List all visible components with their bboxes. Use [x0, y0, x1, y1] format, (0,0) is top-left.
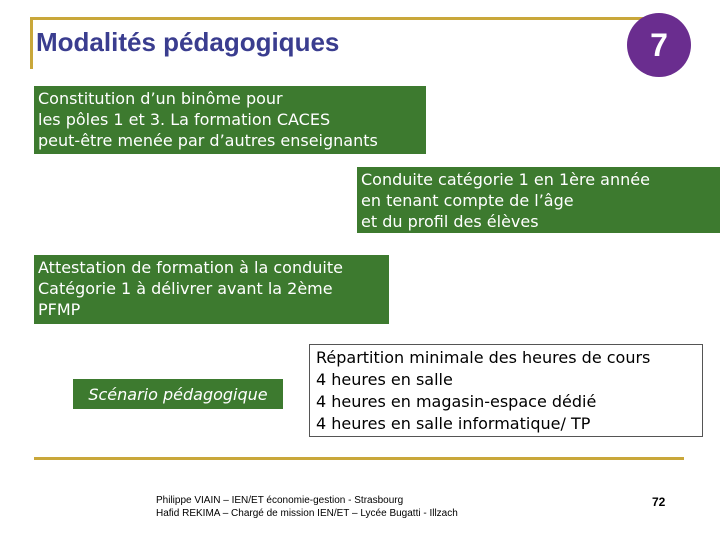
- attestation-line-3: PFMP: [38, 300, 81, 319]
- binome-line-3: peut-être menée par d’autres enseignants: [38, 131, 378, 150]
- repartition-box: [309, 344, 703, 437]
- footer-credit-line-1: Philippe VIAIN – IEN/ET économie-gestion - Strasbourg: [156, 495, 404, 506]
- slide-number-badge: 7: [627, 13, 691, 77]
- attestation-line-2: Catégorie 1 à délivrer avant la 2ème: [38, 279, 333, 298]
- title-frame-top-rule: [30, 17, 645, 20]
- conduite-line-1: Conduite catégorie 1 en 1ère année: [361, 170, 650, 189]
- repartition-line-3: 4 heures en magasin-espace dédié: [316, 392, 597, 411]
- attestation-box: [34, 255, 389, 324]
- title-frame-left-rule: [30, 17, 33, 69]
- footer-credit-line-2: Hafid REKIMA – Chargé de mission IEN/ET – Lycée Bugatti - Illzach: [156, 508, 458, 519]
- slide-title: Modalités pédagogiques: [36, 27, 340, 57]
- page-number: 72: [652, 495, 666, 509]
- repartition-line-4: 4 heures en salle informatique/ TP: [316, 414, 591, 433]
- conduite-box: [357, 167, 720, 233]
- footer-rule: [34, 457, 684, 460]
- conduite-line-2: en tenant compte de l’âge: [361, 191, 574, 210]
- binome-line-1: Constitution d’un binôme pour: [38, 89, 283, 108]
- binome-box: [34, 86, 426, 154]
- footer-credits: [156, 494, 458, 520]
- repartition-line-2: 4 heures en salle: [316, 370, 453, 389]
- repartition-line-1: Répartition minimale des heures de cours: [316, 348, 651, 367]
- attestation-line-1: Attestation de formation à la conduite: [38, 258, 343, 277]
- conduite-line-3: et du profil des élèves: [361, 212, 539, 231]
- binome-line-2: les pôles 1 et 3. La formation CACES: [38, 110, 331, 129]
- scenario-box: Scénario pédagogique: [73, 379, 283, 409]
